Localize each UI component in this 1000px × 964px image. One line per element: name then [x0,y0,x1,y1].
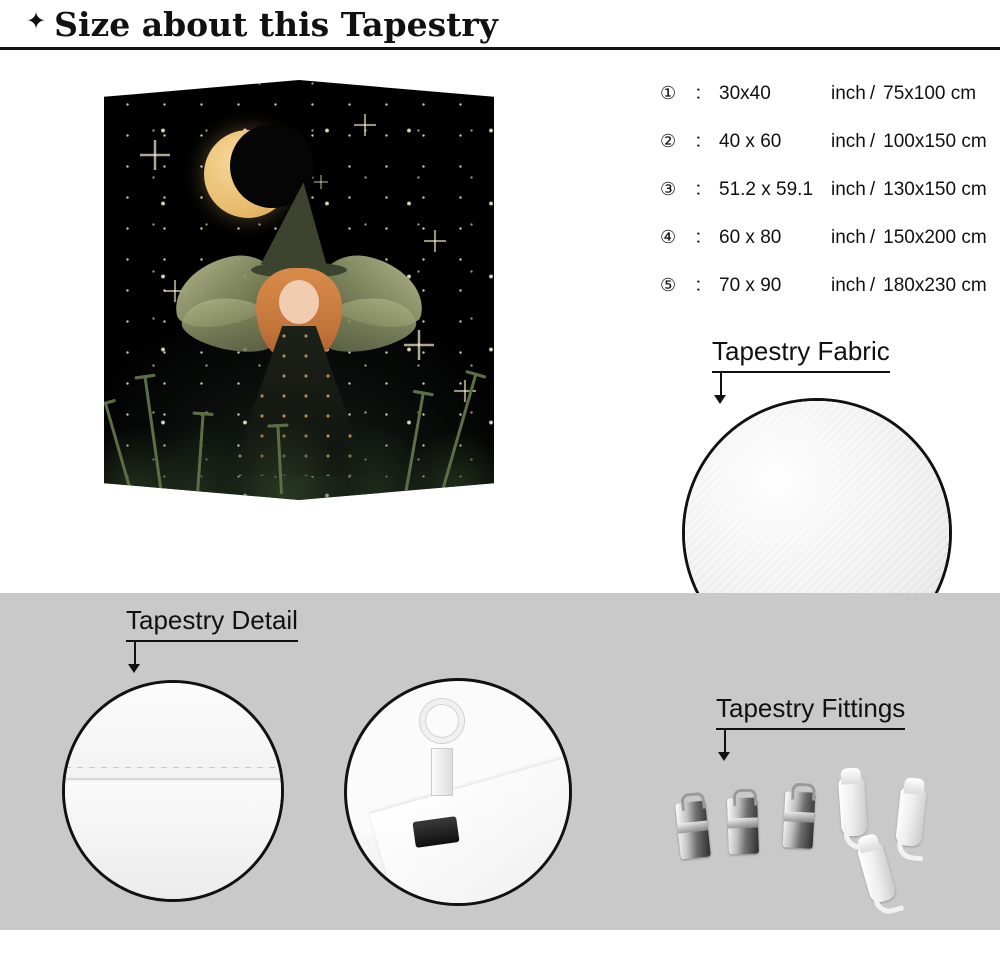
size-inches: 51.2 x 59.1 [719,179,814,200]
size-index: ② [660,131,677,151]
size-index: ③ [660,179,677,199]
size-colon: ： [694,275,714,296]
size-unit-inch: inch [831,179,866,200]
size-index: ① [660,83,677,103]
size-centimeters: 150x200 cm [883,227,987,248]
fabric-label-underline [712,371,890,373]
fabric-pointer-line [720,373,722,395]
fern-icon [440,372,478,494]
detail-label: Tapestry Detail [126,605,298,635]
size-slash: / [869,131,876,152]
size-centimeters: 75x100 cm [883,83,977,104]
size-index: ④ [660,227,677,247]
clip-hook-icon [420,699,464,743]
detail-hem-circle [62,680,284,902]
adhesive-hook-icon [895,787,927,847]
size-inches: 30x40 [719,83,771,104]
metal-clip-icon [727,797,759,854]
adhesive-hook-icon [838,777,868,837]
fern-icon [276,424,283,494]
size-colon: ： [694,131,714,152]
foliage-layer [104,350,494,500]
size-index: ⑤ [660,275,677,295]
fern-icon [104,401,133,494]
clip-body [431,748,453,796]
size-slash: / [869,83,876,104]
detail-label-underline [126,640,298,642]
page-header [0,0,1000,48]
fittings-label-underline [716,728,905,730]
detail-pointer-line [134,642,136,664]
hem-stitch-line [65,767,281,768]
witch-hat [261,179,338,272]
size-colon: ： [694,227,714,248]
size-unit-inch: inch [831,83,866,104]
fern-icon [143,375,163,494]
fittings-hardware-group [672,770,972,900]
sparkle-icon [424,230,446,252]
size-row [660,78,990,105]
size-row [660,126,990,153]
size-centimeters: 130x150 cm [883,179,987,200]
size-centimeters: 100x150 cm [883,131,987,152]
size-inches: 60 x 80 [719,227,782,248]
fittings-pointer-arrow [718,752,730,761]
metal-clip-icon [675,801,711,860]
size-inches: 40 x 60 [719,131,782,152]
hem-fold-line [65,778,281,780]
detail-pointer-arrow [128,664,140,673]
size-slash: / [869,275,876,296]
metal-clip-icon [783,791,816,848]
fairy-face [279,280,319,324]
fabric-label: Tapestry Fabric [712,336,890,366]
tapestry-artwork [104,80,494,500]
hem-fabric [65,683,281,899]
clip-jaw [412,816,459,848]
fabric-label-block [712,336,890,404]
detail-clip-circle [344,678,572,906]
adhesive-hook-icon [857,842,898,905]
page-title: Size about this Tapestry [54,4,498,44]
size-colon: ： [694,83,714,104]
detail-label-block [126,605,298,673]
fabric-corner-front [369,758,572,906]
size-unit-inch: inch [831,275,866,296]
fern-icon [196,412,205,494]
size-inches: 70 x 90 [719,275,782,296]
size-unit-inch: inch [831,227,866,248]
size-list [660,78,990,318]
tapestry-canvas [104,80,494,500]
size-colon: ： [694,179,714,200]
size-row [660,222,990,249]
fittings-label: Tapestry Fittings [716,693,906,723]
sparkle-icon [354,114,376,136]
size-unit-inch: inch [831,131,866,152]
fittings-label-block [716,693,905,761]
sparkle-icon [140,140,170,170]
star-icon: ✦ [26,8,47,35]
size-slash: / [869,227,876,248]
fern-icon [404,391,425,494]
size-centimeters: 180x230 cm [883,275,987,296]
bottom-white-strip [0,930,1000,964]
size-slash: / [869,179,876,200]
fittings-pointer-line [724,730,726,752]
size-row [660,174,990,201]
size-row [660,270,990,297]
